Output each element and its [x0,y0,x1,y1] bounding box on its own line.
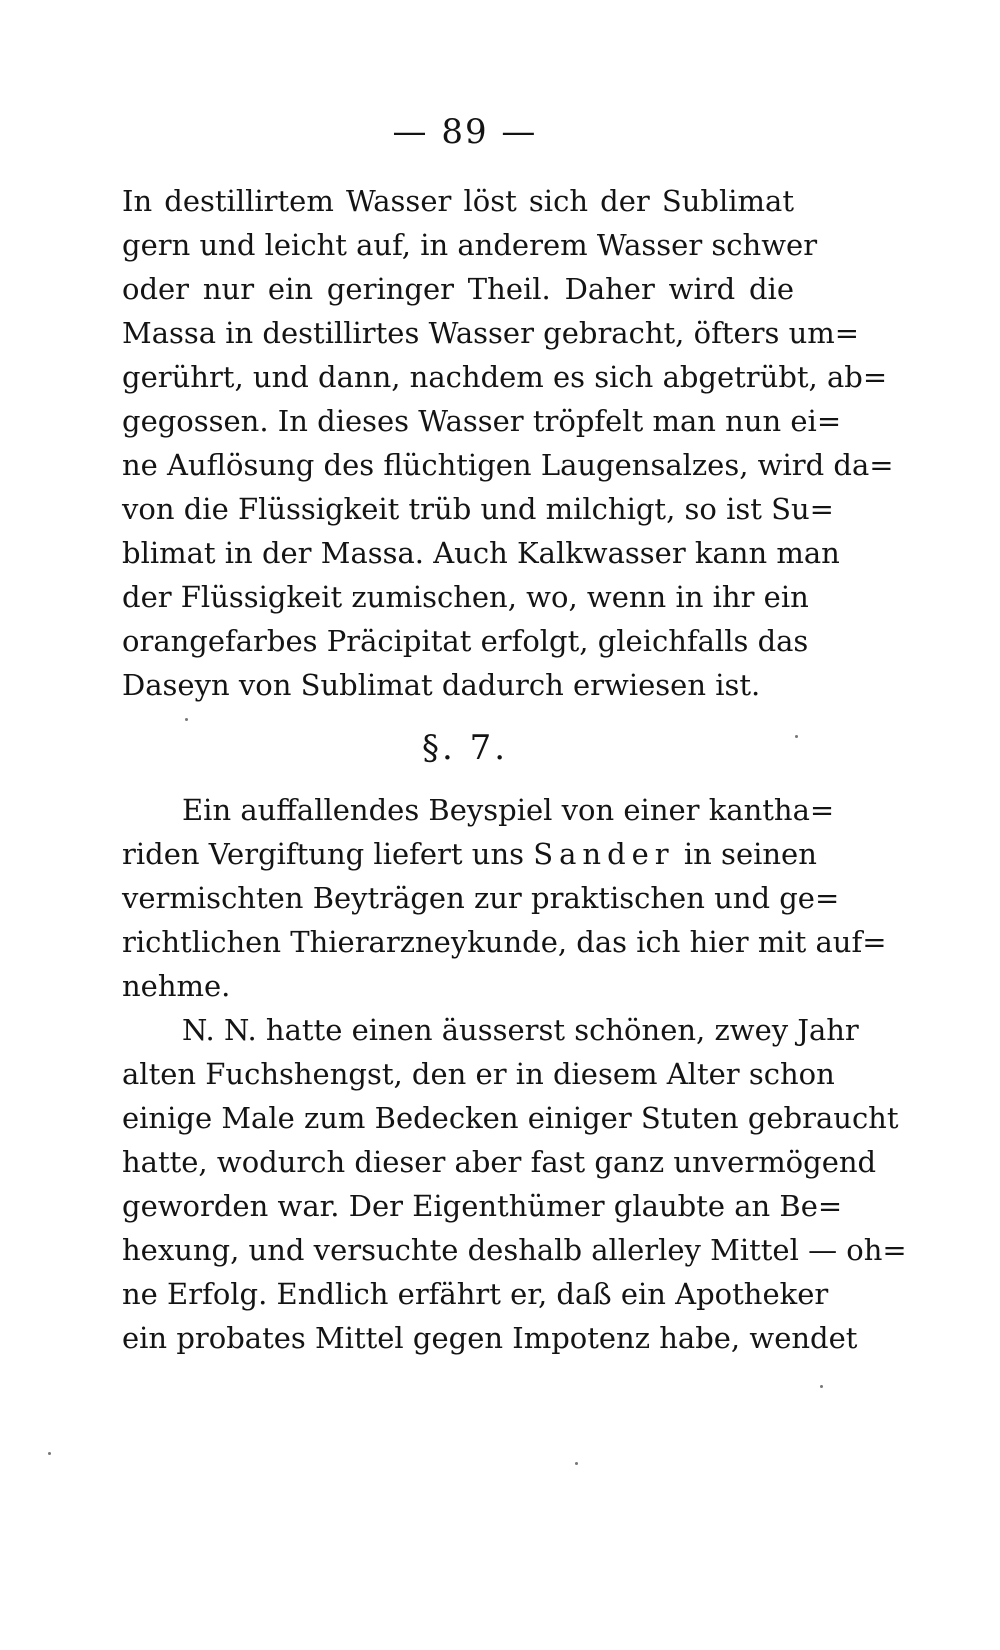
text-line: alten Fuchshengst, den er in diesem Alter schon [122,1057,835,1091]
paper-speck [820,1385,823,1388]
section-heading: §. 7. [421,728,509,768]
text-line: gern und leicht auf, in anderem Wasser schwer [122,228,818,262]
text-segment: in seinen [683,837,817,871]
text-line: ein probates Mittel gegen Impotenz habe, wendet [122,1321,858,1355]
text-line: vermischten Beyträgen zur praktischen und ge= [122,881,840,915]
text-line: gegossen. In dieses Wasser tröpfelt man nun ei= [122,404,842,438]
text-line: richtlichen Thierarzneykunde, das ich hier mit auf= [122,925,887,959]
text-line: oder nur ein geringer Theil. Daher wird die [122,272,794,306]
text-line: ne Auflösung des flüchtigen Laugensalzes, wird da= [122,448,894,482]
paper-speck [185,718,188,721]
paper-speck [795,735,798,738]
text-line: Massa in destillirtes Wasser gebracht, öfters um= [122,316,860,350]
text-line: hatte, wodurch dieser aber fast ganz unvermögend [122,1145,877,1179]
text-line: hexung, und versuchte deshalb allerley Mittel — oh= [122,1233,907,1267]
text-line: orangefarbes Präcipitat erfolgt, gleichfalls das [122,624,809,658]
paper-speck [575,1462,578,1465]
paper-speck [48,1452,51,1455]
text-line: nehme. [122,969,231,1003]
author-name: Sander [533,837,675,871]
text-line: von die Flüssigkeit trüb und milchigt, so ist Su= [122,492,834,526]
text-line: In destillirtem Wasser löst sich der Sublimat [122,184,794,218]
text-line: Daseyn von Sublimat dadurch erwiesen ist. [122,668,761,702]
page-number: — 89 — [392,112,538,152]
text-line: N. N. hatte einen äusserst schönen, zwey Jahr [182,1013,859,1047]
text-line [122,836,817,872]
text-line: blimat in der Massa. Auch Kalkwasser kann man [122,536,840,570]
text-segment: riden Vergiftung liefert uns [122,837,525,871]
text-line: geworden war. Der Eigenthümer glaubte an Be= [122,1189,843,1223]
text-line: einige Male zum Bedecken einiger Stuten gebraucht [122,1101,899,1135]
text-line: gerührt, und dann, nachdem es sich abgetrübt, ab= [122,360,888,394]
text-line: der Flüssigkeit zumischen, wo, wenn in ihr ein [122,580,809,614]
text-line: ne Erfolg. Endlich erfährt er, daß ein Apotheker [122,1277,829,1311]
text-line: Ein auffallendes Beyspiel von einer kantha= [182,793,835,827]
